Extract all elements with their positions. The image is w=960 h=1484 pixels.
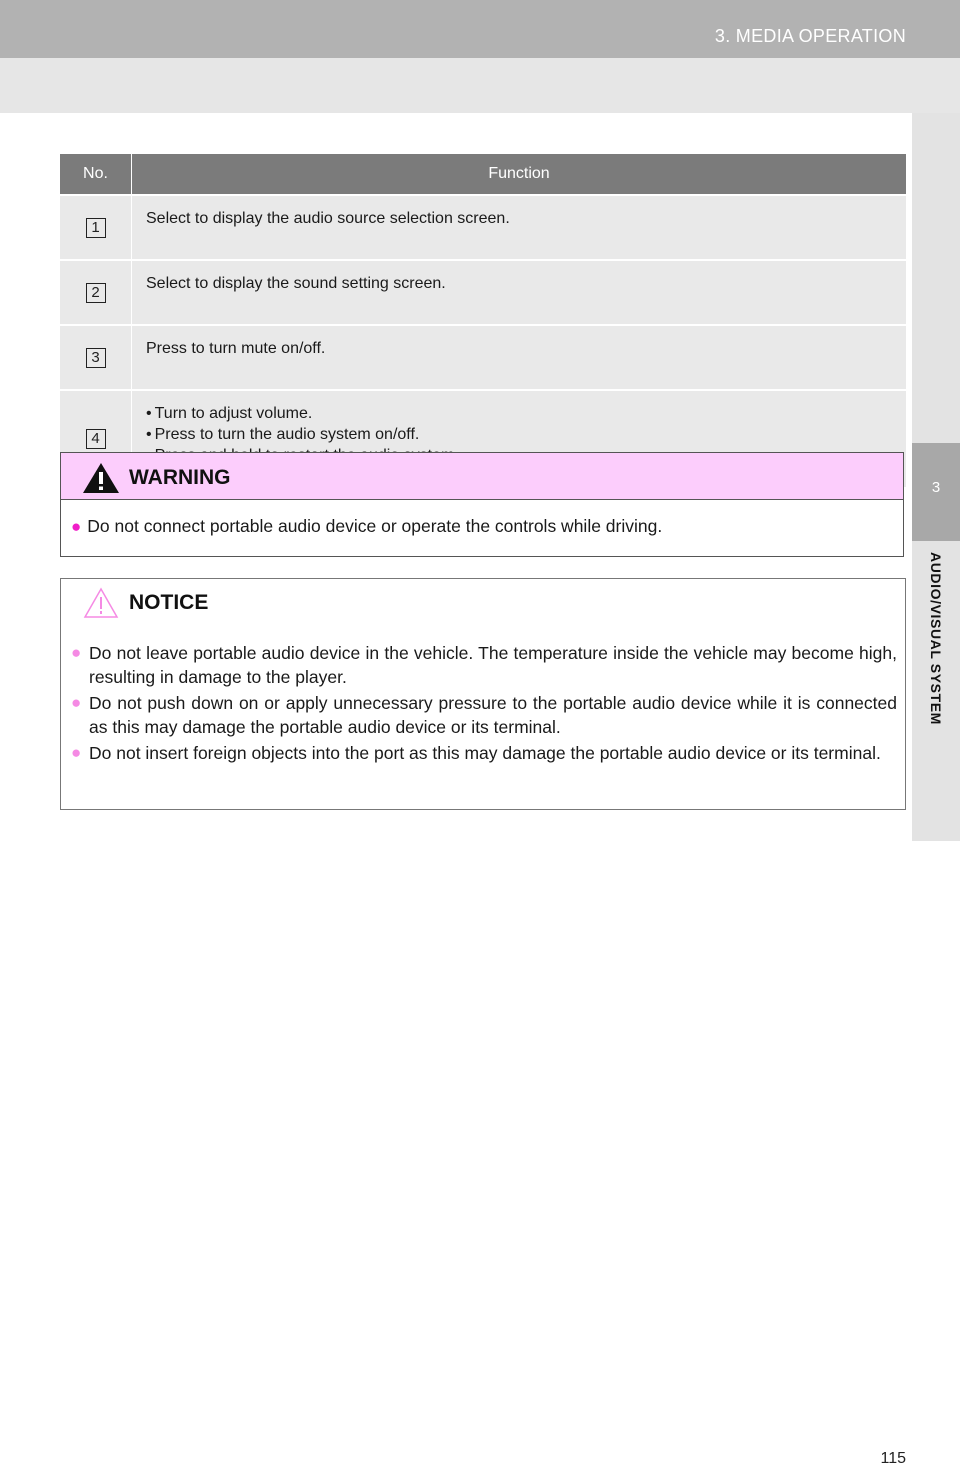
table-header-row [60, 154, 906, 195]
function-cell: Select to display the sound setting screen. [132, 260, 907, 325]
notice-item [71, 741, 897, 765]
table-row [60, 260, 906, 325]
section-title: 3. MEDIA OPERATION [714, 26, 906, 46]
notice-text: Do not leave portable audio device in the vehicle. The temperature inside the vehicle may become high, resulting in damage to the player. [89, 643, 897, 687]
bullet-item: • Turn to adjust volume. [146, 403, 892, 424]
notice-box [60, 578, 906, 810]
warning-title: WARNING [129, 466, 231, 489]
bullet-dot-icon: ● [71, 517, 82, 536]
function-table [60, 154, 906, 487]
warning-icon [81, 461, 121, 495]
notice-item [71, 691, 897, 739]
warning-item [71, 516, 662, 537]
row-number-cell [60, 325, 132, 390]
column-header-no: No. [60, 154, 132, 195]
caution-icon [83, 587, 119, 619]
row-number-icon: 4 [86, 429, 106, 449]
notice-title: NOTICE [129, 591, 209, 614]
bullet-dot-icon: ● [71, 693, 82, 712]
page-number: 115 [880, 1450, 906, 1467]
table-row [60, 195, 906, 260]
row-number-icon: 1 [86, 218, 106, 238]
notice-text: Do not insert foreign objects into the port as this may damage the portable audio device or its terminal. [89, 743, 881, 763]
chapter-label: AUDIO/VISUAL SYSTEM [928, 552, 944, 725]
function-cell: Select to display the audio source selection screen. [132, 195, 907, 260]
row-number-cell [60, 195, 132, 260]
warning-box [60, 452, 904, 557]
function-cell: Press to turn mute on/off. [132, 325, 907, 390]
warning-text: Do not connect portable audio device or operate the controls while driving. [87, 516, 663, 536]
warning-header [61, 453, 903, 500]
bullet-dot-icon: ● [71, 643, 82, 662]
table-row [60, 325, 906, 390]
notice-text: Do not push down on or apply unnecessary pressure to the portable audio device while it is connected as this may damage the portable audio device or its terminal. [89, 693, 897, 737]
notice-list [71, 641, 897, 767]
header-sub-band [0, 58, 960, 113]
row-number-icon: 2 [86, 283, 106, 303]
bullet-dot-icon: ● [71, 743, 82, 762]
chapter-tab-number: 3 [931, 479, 941, 496]
chapter-tab [912, 443, 960, 541]
side-tab-upper [912, 113, 960, 443]
row-number-cell [60, 260, 132, 325]
row-number-icon: 3 [86, 348, 106, 368]
notice-item [71, 641, 897, 689]
bullet-item: • Press to turn the audio system on/off. [146, 424, 892, 445]
column-header-function: Function [132, 154, 907, 195]
